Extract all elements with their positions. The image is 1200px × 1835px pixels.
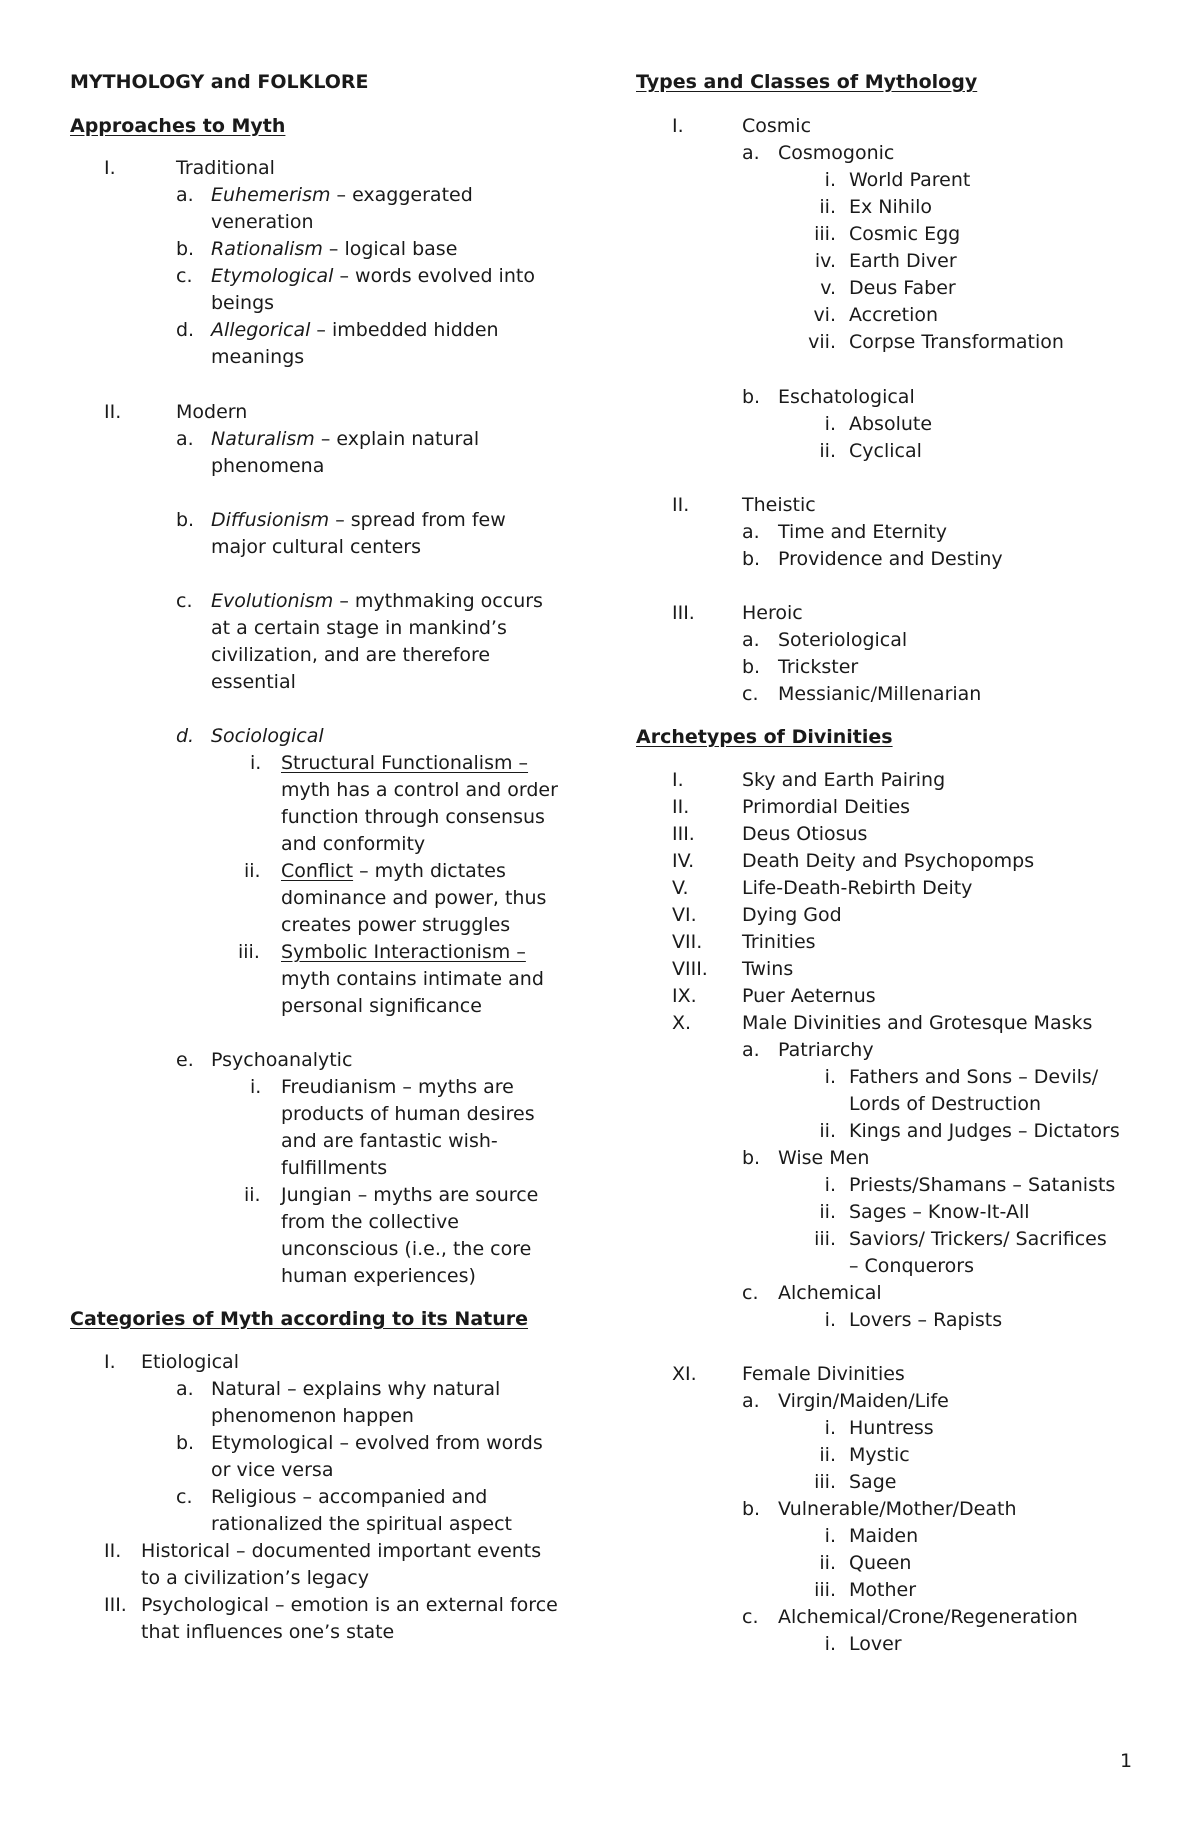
list-marker: ii. — [819, 1552, 836, 1574]
list-marker: c. — [742, 1282, 759, 1304]
list-marker: d. — [176, 725, 195, 747]
list-item: Lovers – Rapists — [849, 1309, 1003, 1331]
list-marker: d. — [176, 319, 195, 341]
list-marker: II. — [672, 494, 690, 516]
list-marker: iii. — [238, 941, 260, 963]
list-item: Death Deity and Psychopomps — [742, 850, 1035, 872]
list-marker: VIII. — [672, 958, 708, 980]
list-marker: a. — [742, 521, 760, 543]
list-item: Religious – accompanied and — [211, 1486, 488, 1508]
list-marker: V. — [672, 877, 689, 899]
list-item-continuation: rationalized the spiritual aspect — [211, 1513, 513, 1535]
list-marker: a. — [176, 428, 194, 450]
list-item: Diffusionism – spread from few — [211, 509, 506, 531]
list-marker: i. — [250, 752, 262, 774]
list-marker: X. — [672, 1012, 692, 1034]
list-item-continuation: fulfillments — [281, 1157, 388, 1179]
list-item: Freudianism – myths are — [281, 1076, 514, 1098]
list-marker: VI. — [672, 904, 697, 926]
archetypes-heading: Archetypes of Divinities — [636, 726, 893, 748]
list-marker: III. — [672, 823, 695, 845]
list-item-continuation: to a civilization’s legacy — [141, 1567, 369, 1589]
list-item: Kings and Judges – Dictators — [849, 1120, 1120, 1142]
list-item-continuation: myth has a control and order — [281, 779, 558, 801]
approaches-heading: Approaches to Myth — [70, 115, 286, 137]
list-item: Etymological – evolved from words — [211, 1432, 543, 1454]
list-marker: b. — [176, 238, 195, 260]
list-marker: iii. — [814, 1228, 836, 1250]
list-item: Historical – documented important events — [141, 1540, 542, 1562]
page-number: 1 — [1120, 1750, 1133, 1772]
list-item: Rationalism – logical base — [211, 238, 458, 260]
list-item: Etymological – words evolved into — [211, 265, 535, 287]
alchemical-label: Alchemical — [778, 1282, 882, 1304]
list-item: Male Divinities and Grotesque Masks — [742, 1012, 1093, 1034]
list-item-continuation: essential — [211, 671, 296, 693]
list-marker: c. — [176, 1486, 193, 1508]
list-marker: a. — [742, 1390, 760, 1412]
list-item: Mystic — [849, 1444, 910, 1466]
list-item: Evolutionism – mythmaking occurs — [211, 590, 543, 612]
list-marker: a. — [176, 1378, 194, 1400]
list-item: Priests/Shamans – Satanists — [849, 1174, 1116, 1196]
list-item: Life-Death-Rebirth Deity — [742, 877, 973, 899]
list-item: Providence and Destiny — [778, 548, 1003, 570]
list-item: Messianic/Millenarian — [778, 683, 982, 705]
traditional-label: Traditional — [176, 157, 275, 179]
list-item: Psychological – emotion is an external force — [141, 1594, 558, 1616]
list-item-continuation: human experiences) — [281, 1265, 476, 1287]
list-marker: III. — [104, 1594, 127, 1616]
list-item-continuation: Lords of Destruction — [849, 1093, 1042, 1115]
sociological-label: Sociological — [211, 725, 324, 747]
list-marker: III. — [672, 602, 695, 624]
heroic-label: Heroic — [742, 602, 803, 624]
list-marker: vi. — [813, 304, 836, 326]
list-marker: ii. — [244, 1184, 261, 1206]
list-item-continuation: personal significance — [281, 995, 482, 1017]
list-item: Euhemerism – exaggerated — [211, 184, 473, 206]
list-item: Mother — [849, 1579, 917, 1601]
document-title: MYTHOLOGY and FOLKLORE — [70, 71, 369, 93]
list-item: Saviors/ Trickers/ Sacrifices — [849, 1228, 1107, 1250]
list-item: Queen — [849, 1552, 912, 1574]
list-item: Trinities — [742, 931, 816, 953]
list-item: Sage — [849, 1471, 897, 1493]
list-item: Deus Otiosus — [742, 823, 868, 845]
list-item: Cyclical — [849, 440, 922, 462]
list-marker: b. — [176, 509, 195, 531]
cosmic-label: Cosmic — [742, 115, 812, 137]
female-divinities-label: Female Divinities — [742, 1363, 905, 1385]
list-marker: i. — [824, 1066, 836, 1088]
list-marker: b. — [742, 656, 761, 678]
list-item: Trickster — [778, 656, 859, 678]
list-marker: ii. — [819, 196, 836, 218]
list-item-continuation: creates power struggles — [281, 914, 511, 936]
list-item-continuation: unconscious (i.e., the core — [281, 1238, 532, 1260]
psychoanalytic-label: Psychoanalytic — [211, 1049, 353, 1071]
list-item-continuation: or vice versa — [211, 1459, 334, 1481]
list-marker: a. — [176, 184, 194, 206]
list-marker: iii. — [814, 1471, 836, 1493]
list-item-continuation: from the collective — [281, 1211, 459, 1233]
list-marker: c. — [742, 1606, 759, 1628]
categories-heading: Categories of Myth according to its Nature — [70, 1308, 529, 1330]
list-marker: iii. — [814, 223, 836, 245]
list-marker: b. — [176, 1432, 195, 1454]
list-marker: b. — [742, 386, 761, 408]
list-item: Naturalism – explain natural — [211, 428, 480, 450]
list-item: Huntress — [849, 1417, 934, 1439]
list-item-continuation: phenomenon happen — [211, 1405, 414, 1427]
list-marker: VII. — [672, 931, 703, 953]
list-item: Corpse Transformation — [849, 331, 1064, 353]
list-marker: iv. — [814, 250, 836, 272]
list-marker: I. — [104, 157, 116, 179]
list-item: World Parent — [849, 169, 971, 191]
list-marker: a. — [742, 1039, 760, 1061]
list-marker: iii. — [814, 1579, 836, 1601]
list-item: Symbolic Interactionism – — [281, 941, 526, 963]
list-item: Fathers and Sons – Devils/ — [849, 1066, 1099, 1088]
list-marker: XI. — [672, 1363, 697, 1385]
virgin-label: Virgin/Maiden/Life — [778, 1390, 949, 1412]
list-marker: i. — [824, 1417, 836, 1439]
list-marker: ii. — [244, 860, 261, 882]
etiological-label: Etiological — [141, 1351, 239, 1373]
cosmogonic-label: Cosmogonic — [778, 142, 895, 164]
list-item: Deus Faber — [849, 277, 956, 299]
list-item-continuation: meanings — [211, 346, 305, 368]
list-item: Sages – Know-It-All — [849, 1201, 1030, 1223]
list-marker: b. — [742, 1147, 761, 1169]
list-marker: I. — [104, 1351, 116, 1373]
list-marker: II. — [104, 1540, 122, 1562]
list-marker: i. — [824, 1525, 836, 1547]
list-marker: i. — [824, 169, 836, 191]
list-item: Conflict – myth dictates — [281, 860, 506, 882]
wise-men-label: Wise Men — [778, 1147, 870, 1169]
theistic-label: Theistic — [742, 494, 816, 516]
list-item: Soteriological — [778, 629, 908, 651]
list-marker: c. — [742, 683, 759, 705]
list-item-continuation: function through consensus — [281, 806, 545, 828]
list-item-continuation: at a certain stage in mankind’s — [211, 617, 507, 639]
list-marker: i. — [824, 413, 836, 435]
list-item: Ex Nihilo — [849, 196, 933, 218]
list-marker: v. — [820, 277, 836, 299]
list-item: Earth Diver — [849, 250, 957, 272]
list-marker: IX. — [672, 985, 697, 1007]
list-marker: b. — [742, 548, 761, 570]
list-item: Cosmic Egg — [849, 223, 961, 245]
list-marker: i. — [824, 1309, 836, 1331]
modern-label: Modern — [176, 401, 248, 423]
vulnerable-label: Vulnerable/Mother/Death — [778, 1498, 1017, 1520]
list-item-continuation: and conformity — [281, 833, 426, 855]
list-marker: II. — [104, 401, 122, 423]
list-item-continuation: civilization, and are therefore — [211, 644, 491, 666]
list-item: Sky and Earth Pairing — [742, 769, 946, 791]
list-marker: II. — [672, 796, 690, 818]
types-heading: Types and Classes of Mythology — [636, 71, 978, 93]
list-item-continuation: myth contains intimate and — [281, 968, 544, 990]
list-item: Lover — [849, 1633, 902, 1655]
list-marker: a. — [742, 142, 760, 164]
list-item: Allegorical – imbedded hidden — [211, 319, 499, 341]
list-item-continuation: veneration — [211, 211, 314, 233]
list-item: Primordial Deities — [742, 796, 911, 818]
list-item-continuation: dominance and power, thus — [281, 887, 547, 909]
list-item: Maiden — [849, 1525, 919, 1547]
eschatological-label: Eschatological — [778, 386, 915, 408]
list-marker: i. — [824, 1633, 836, 1655]
list-item: Accretion — [849, 304, 939, 326]
list-marker: vii. — [808, 331, 836, 353]
list-marker: b. — [742, 1498, 761, 1520]
list-item: Absolute — [849, 413, 933, 435]
list-marker: c. — [176, 590, 193, 612]
list-item: Jungian – myths are source — [281, 1184, 539, 1206]
list-item-continuation: major cultural centers — [211, 536, 421, 558]
list-item-continuation: products of human desires — [281, 1103, 535, 1125]
list-item-continuation: that influences one’s state — [141, 1621, 395, 1643]
list-marker: i. — [250, 1076, 262, 1098]
list-marker: ii. — [819, 440, 836, 462]
list-marker: I. — [672, 115, 684, 137]
list-marker: I. — [672, 769, 684, 791]
list-item: Dying God — [742, 904, 842, 926]
list-item: Natural – explains why natural — [211, 1378, 501, 1400]
list-marker: i. — [824, 1174, 836, 1196]
list-item-continuation: – Conquerors — [849, 1255, 974, 1277]
alchemical-crone-label: Alchemical/Crone/Regeneration — [778, 1606, 1078, 1628]
list-item-continuation: phenomena — [211, 455, 325, 477]
list-marker: c. — [176, 265, 193, 287]
list-item: Puer Aeternus — [742, 985, 876, 1007]
list-marker: ii. — [819, 1201, 836, 1223]
list-item: Twins — [742, 958, 794, 980]
list-item: Time and Eternity — [778, 521, 947, 543]
list-marker: a. — [742, 629, 760, 651]
patriarchy-label: Patriarchy — [778, 1039, 874, 1061]
list-marker: IV. — [672, 850, 695, 872]
list-item-continuation: and are fantastic wish- — [281, 1130, 498, 1152]
list-item-continuation: beings — [211, 292, 275, 314]
list-item: Structural Functionalism – — [281, 752, 529, 774]
list-marker: ii. — [819, 1120, 836, 1142]
list-marker: e. — [176, 1049, 194, 1071]
list-marker: ii. — [819, 1444, 836, 1466]
